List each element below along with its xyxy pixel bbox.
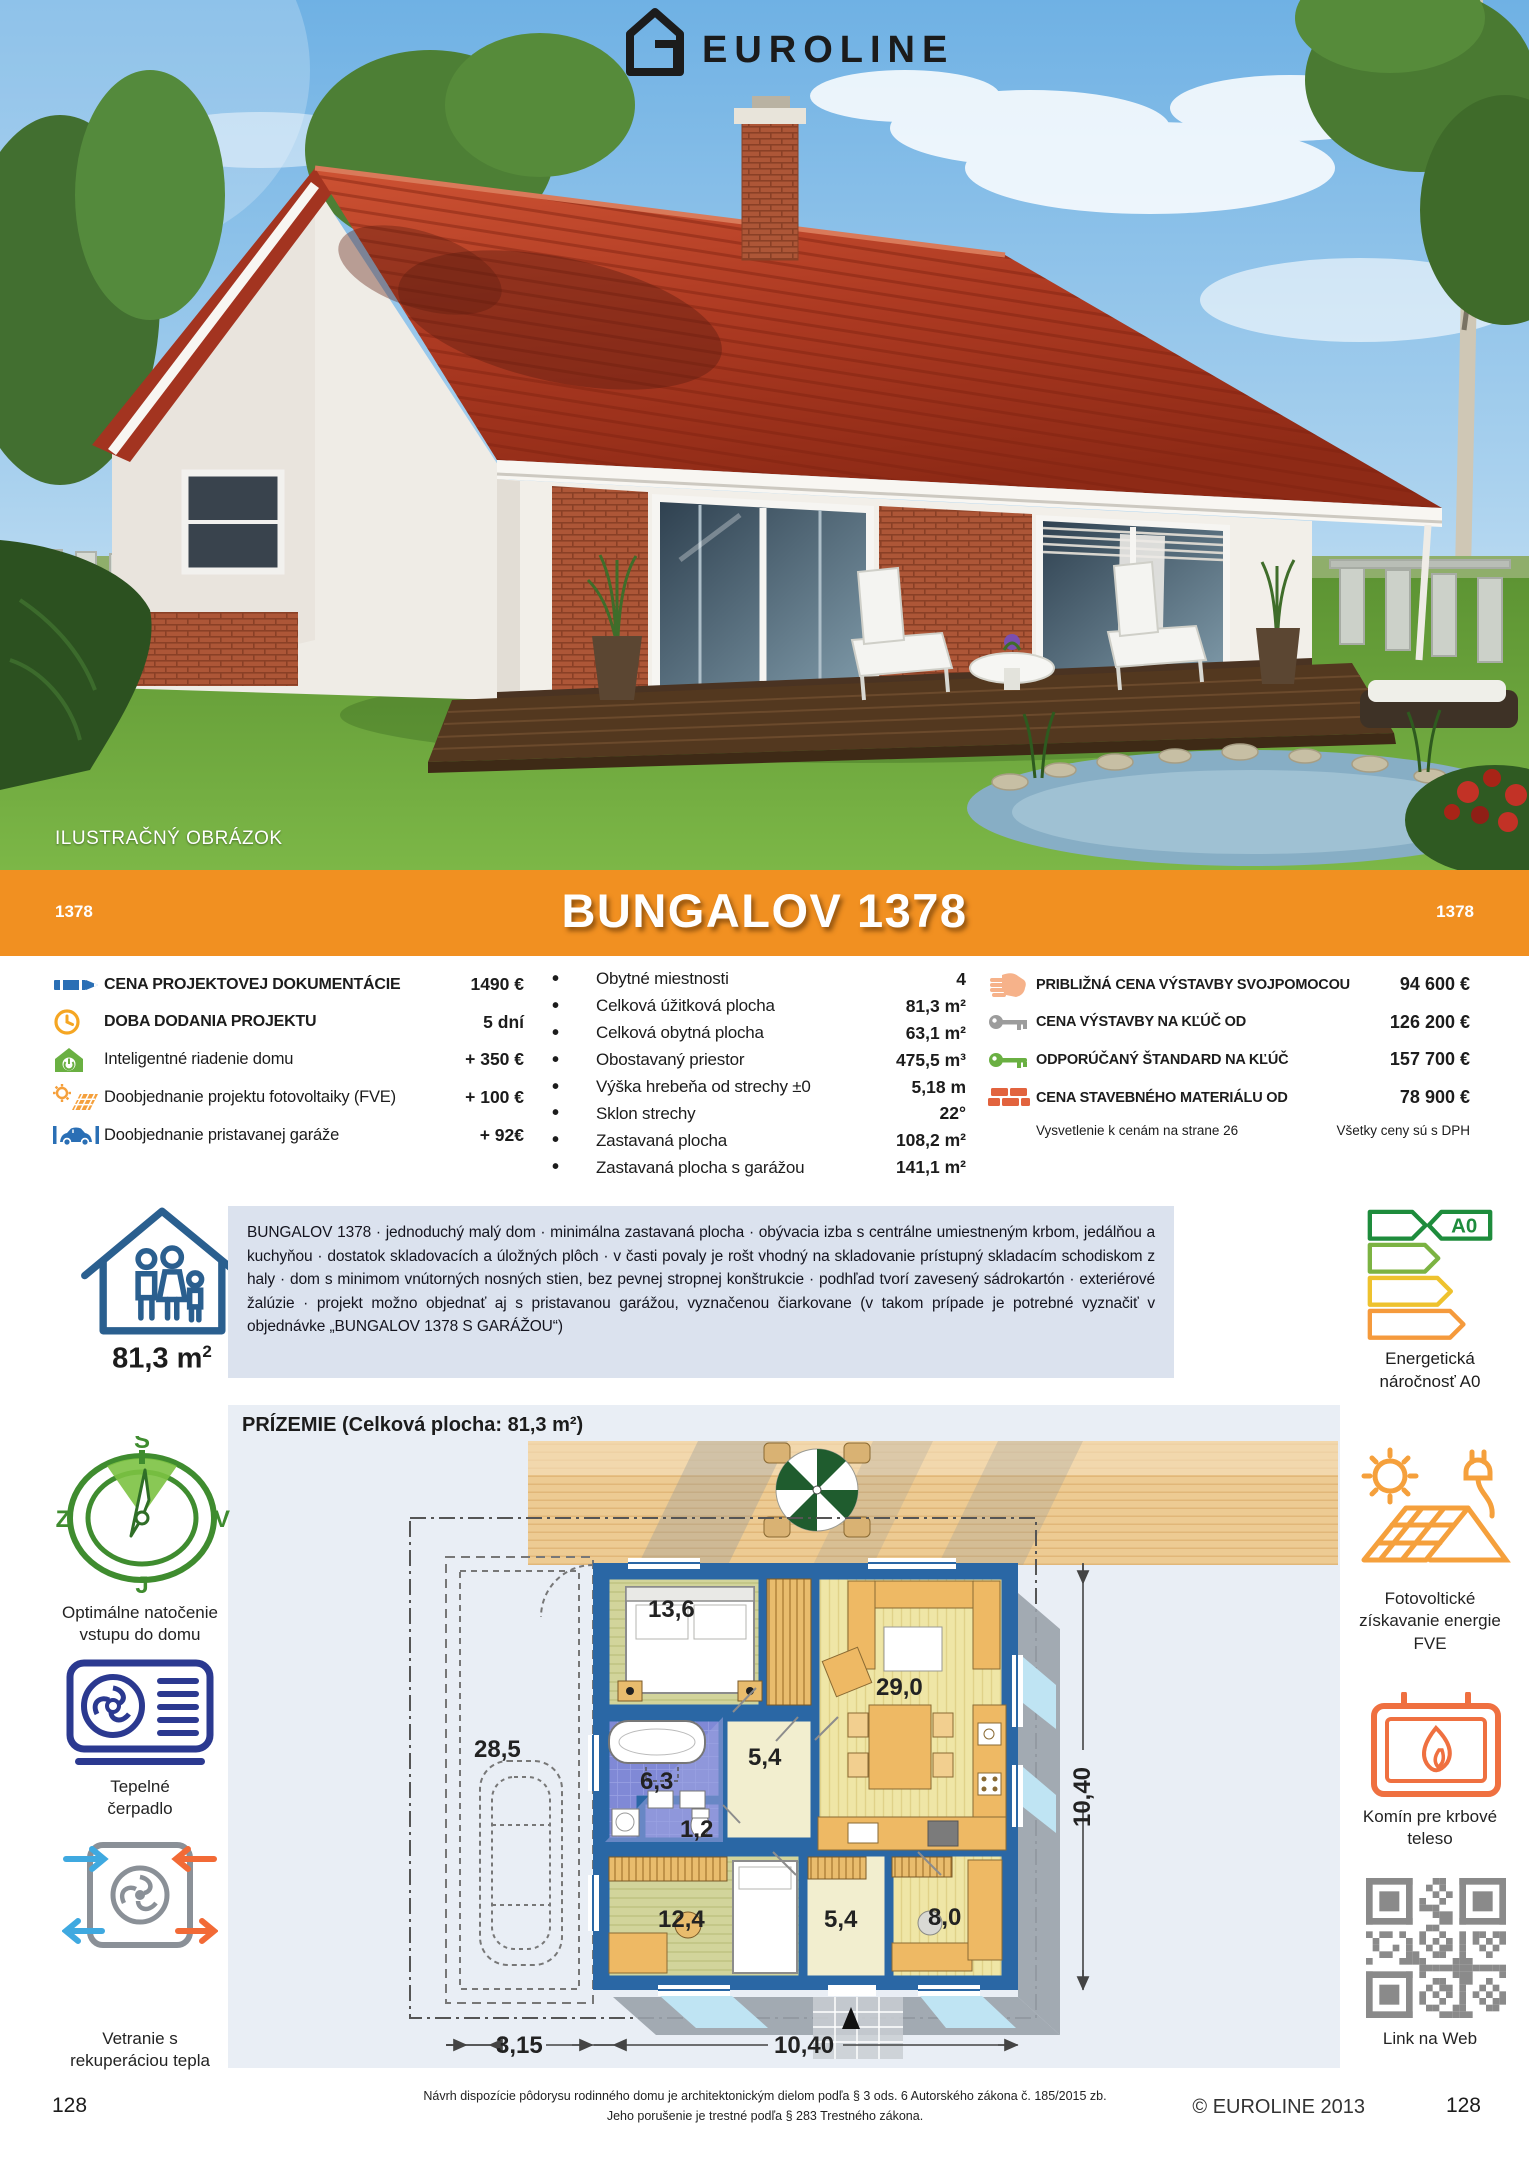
feature-caption: Vetranie s rekuperáciou tepla — [70, 2029, 210, 2071]
copyright: © EUROLINE 2013 — [1192, 2096, 1365, 2118]
parameter-label: Celková úžitková plocha — [596, 996, 775, 1016]
bullet-icon — [552, 968, 596, 991]
title-banner — [0, 870, 1529, 956]
garage-car-icon — [52, 1121, 104, 1149]
parameter-value: 475,5 m³ — [895, 1049, 966, 1070]
heat-pump-icon — [65, 1658, 215, 1773]
dimension-label: 10,40 — [774, 2032, 835, 2059]
pricing-label: Doobjednanie projektu fotovoltaiky (FVE) — [104, 1088, 396, 1107]
energy-caption: Energetická náročnosť A0 — [1379, 1349, 1481, 1391]
feature-caption: Link na Web — [1382, 2029, 1478, 2048]
compass-north: S — [133, 1436, 150, 1454]
build-price-value: 126 200 € — [1389, 1011, 1470, 1032]
build-price-row — [988, 1004, 1470, 1042]
garden-lounger — [1360, 680, 1518, 728]
parameter-label: Sklon strechy — [596, 1103, 696, 1123]
parameter-value: 108,2 m² — [895, 1130, 966, 1151]
garage-dashed-outline — [446, 1557, 593, 2003]
price-notes — [988, 1123, 1470, 1138]
page-number-left: 128 — [52, 2094, 88, 2117]
room-area-label: 5,4 — [824, 1906, 858, 1933]
bullet-icon — [552, 1102, 596, 1125]
total-area-label: 81,3 $m^2$ — [112, 1342, 212, 1375]
parameter-row — [552, 1127, 966, 1154]
house-description: BUNGALOV 1378 · jednoduchý malý dom · minimálna zastavaná plocha · obývacia izba s centrálne umiestneným krbom, jedálňou a kuchyňou · dostatok skladovacích a úložných plôch · v časti povaly je rošt vhodný na skladovanie prístupný skladacím schodiskom z haly · dom s minimom vnútorných nosných stien, bez pevnej stropnej konštrukcie · podhľad tvorí zavesený sádrokartón · exteriérové žalúzie · projekt možno objednať aj s pristavanou garážou, vyznačenou čiarkovane (v takom prípade je potrebné vyznačiť v objednávke „BUNGALOV 1378 S GARÁŽOU“) — [228, 1206, 1174, 1378]
pricing-list — [52, 966, 524, 1154]
photovoltaic-icon — [1356, 1446, 1512, 1579]
pricing-label: CENA PROJEKTOVEJ DOKUMENTÁCIE — [104, 975, 401, 993]
room-area-label: 8,0 — [928, 1904, 962, 1931]
floor-plan-title: PRÍZEMIE (Celková plocha: 81,3 m²) — [242, 1414, 584, 1436]
room-area-label: 6,3 — [640, 1768, 674, 1795]
dimension-label: 3,15 — [496, 2032, 543, 2059]
build-price-value: 94 600 € — [1399, 974, 1470, 995]
pricing-label: Doobjednanie pristavanej garáže — [104, 1125, 340, 1144]
parameter-row — [552, 966, 966, 993]
logo-wordmark: EUROLINE — [702, 29, 955, 71]
parameter-row — [552, 1020, 966, 1047]
parameter-label: Celková obytná plocha — [596, 1023, 764, 1043]
model-code-right: 1378 — [1436, 902, 1474, 921]
pricing-value: + 350 € — [465, 1049, 524, 1070]
parameter-label: Výška hrebeňa od strechy ±0 — [596, 1077, 811, 1096]
pricing-value: 1490 € — [470, 974, 524, 995]
room-area-label: 1,2 — [680, 1816, 714, 1843]
clock-icon — [52, 1007, 104, 1037]
parameter-value: 5,18 m — [911, 1076, 966, 1097]
bullet-icon — [552, 1156, 596, 1179]
energy-arrow-b — [1370, 1245, 1438, 1272]
feature-caption: Tepelné čerpadlo — [107, 1777, 173, 1819]
parameter-label: Zastavaná plocha — [596, 1130, 727, 1150]
parameter-row — [552, 1100, 966, 1127]
pricing-row — [52, 1041, 524, 1079]
parameter-value: 4 — [956, 968, 966, 989]
pricing-row — [52, 966, 524, 1004]
build-price-label: CENA STAVEBNÉHO MATERIÁLU OD — [1036, 1089, 1288, 1106]
solar-icon — [52, 1083, 104, 1113]
bullet-icon — [552, 1049, 596, 1072]
room-area-label: 13,6 — [648, 1596, 695, 1623]
build-price-row — [988, 1079, 1470, 1117]
glass-door — [652, 494, 874, 696]
pencil-icon — [52, 972, 104, 998]
price-note-right: Všetky ceny sú s DPH — [1336, 1123, 1470, 1139]
build-price-row — [988, 966, 1470, 1004]
photo-caption: ILUSTRAČNÝ OBRÁZOK — [55, 828, 283, 849]
build-price-label: CENA VÝSTAVBY NA KĽÚČ OD — [1036, 1014, 1247, 1031]
price-note-left: Vysvetlenie k cenám na strane 26 — [1036, 1123, 1239, 1139]
parameter-row — [552, 1074, 966, 1101]
feature-caption: Komín pre krbové teleso — [1362, 1807, 1498, 1849]
dimension-label: 10,40 — [1069, 1766, 1096, 1828]
pricing-value: 5 dní — [483, 1011, 524, 1032]
parameter-label: Obostavaný priestor — [596, 1050, 745, 1070]
chimney — [742, 122, 798, 260]
room-area-label: 5,4 — [748, 1744, 782, 1771]
room-area-label: 29,0 — [876, 1674, 923, 1701]
build-price-label: PRIBLIŽNÁ CENA VÝSTAVBY SVOJPOMOCOU — [1036, 976, 1350, 993]
qr-code[interactable] — [1366, 1878, 1506, 2023]
compass-south: J — [134, 1572, 149, 1594]
key-green-icon — [988, 1050, 1036, 1070]
legal-text: Návrh dispozície pôdorysu rodinného domu je architektonickým dielom podľa § 3 ods. 6 Autorského zákona č. 185/2015 zb. Jeho porušenie je trestné podľa § 283 Trestného zákona. — [423, 2089, 1107, 2123]
energy-arrow-a — [1370, 1212, 1426, 1239]
pricing-value: + 100 € — [465, 1087, 524, 1108]
pricing-row — [52, 1004, 524, 1042]
patio-umbrella — [764, 1443, 870, 1537]
parameter-row — [552, 1154, 966, 1181]
page-number-right: 128 — [1445, 2094, 1481, 2117]
energy-arrow-d — [1370, 1311, 1464, 1338]
hand-icon — [988, 971, 1036, 999]
pricing-label: Inteligentné riadenie domu — [104, 1050, 294, 1069]
parameter-value: 81,3 m² — [905, 995, 966, 1016]
parameter-row — [552, 993, 966, 1020]
pricing-label: DOBA DODANIA PROJEKTU — [104, 1013, 317, 1031]
energy-grade: A0 — [1451, 1214, 1478, 1238]
floor-plan — [228, 1405, 1340, 2068]
energy-label — [1352, 1204, 1508, 1349]
build-price-label: ODPORÚČANÝ ŠTANDARD NA KĽÚČ — [1036, 1051, 1289, 1068]
house-photo — [0, 0, 1529, 870]
room-area-label: 28,5 — [474, 1736, 521, 1763]
pricing-value: + 92€ — [479, 1124, 524, 1145]
parameter-label: Zastavaná plocha s garážou — [596, 1157, 805, 1177]
key-gray-icon — [988, 1012, 1036, 1032]
model-code-left: 1378 — [55, 902, 93, 921]
pricing-row — [52, 1079, 524, 1117]
compass-icon — [52, 1436, 232, 1599]
fireplace-icon — [1368, 1692, 1504, 1805]
feature-caption: Optimálne natočenie vstupu do domu — [62, 1603, 218, 1645]
room-hall1 — [723, 1717, 815, 1842]
parameter-row — [552, 1047, 966, 1074]
bullet-icon — [552, 995, 596, 1018]
parameter-value: 141,1 m² — [895, 1157, 966, 1178]
build-price-value: 78 900 € — [1399, 1087, 1470, 1108]
bricks-icon — [988, 1085, 1036, 1111]
parameter-value: 22° — [939, 1103, 966, 1124]
bullet-icon — [552, 1076, 596, 1099]
bullet-icon — [552, 1129, 596, 1152]
house-photo-illustration — [0, 0, 1529, 870]
page-title: BUNGALOV 1378 — [561, 884, 968, 937]
build-price-value: 157 700 € — [1389, 1049, 1470, 1070]
build-prices-list — [988, 966, 1470, 1138]
room-area-label: 12,4 — [658, 1906, 705, 1933]
ventilation-icon — [62, 1835, 218, 1960]
floor-plan-panel — [228, 1405, 1340, 2068]
pricing-row — [52, 1116, 524, 1154]
compass-west: Z — [55, 1506, 70, 1533]
build-price-row — [988, 1041, 1470, 1079]
smart-home-icon — [52, 1045, 104, 1075]
parameter-label: Obytné miestnosti — [596, 969, 729, 989]
feature-caption: Fotovoltické získavanie energie FVE — [1359, 1589, 1501, 1653]
compass-east: V — [213, 1506, 230, 1533]
parameter-value: 63,1 m² — [905, 1022, 966, 1043]
parameters-list — [552, 966, 966, 1181]
bullet-icon — [552, 1022, 596, 1045]
energy-arrow-c — [1370, 1278, 1451, 1305]
